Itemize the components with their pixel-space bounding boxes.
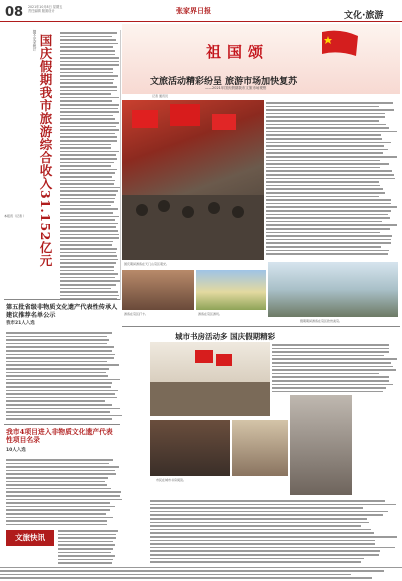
text-line bbox=[266, 167, 380, 169]
text-line bbox=[150, 540, 375, 542]
text-line bbox=[60, 212, 113, 214]
text-line bbox=[272, 391, 383, 393]
text-line bbox=[272, 348, 389, 350]
text-line bbox=[150, 550, 380, 552]
text-line bbox=[266, 156, 397, 158]
text-line bbox=[272, 369, 396, 371]
section-divider-2 bbox=[122, 326, 400, 327]
text-line bbox=[266, 242, 391, 244]
text-line bbox=[272, 384, 393, 386]
text-line bbox=[60, 140, 117, 142]
masthead: 张家界日报 bbox=[176, 6, 211, 15]
text-line bbox=[60, 64, 119, 66]
text-line bbox=[266, 124, 386, 126]
heritage1-subhead: 我市21人入选 bbox=[6, 321, 35, 326]
text-line bbox=[6, 506, 115, 508]
text-line bbox=[150, 500, 385, 502]
text-line bbox=[150, 504, 396, 506]
heritage2-subhead: 10人入选 bbox=[6, 448, 26, 453]
feature-caption-3: 游客在景区打卡。 bbox=[124, 312, 149, 316]
text-line bbox=[272, 351, 389, 353]
text-line bbox=[266, 178, 395, 180]
news-flash-body bbox=[58, 528, 120, 566]
text-line bbox=[6, 343, 107, 345]
text-line bbox=[266, 152, 383, 154]
text-line bbox=[272, 344, 389, 346]
text-line bbox=[272, 362, 391, 364]
text-line bbox=[60, 234, 119, 236]
text-line bbox=[60, 291, 118, 293]
text-line bbox=[58, 548, 113, 550]
text-line bbox=[6, 459, 113, 461]
text-line bbox=[60, 54, 115, 56]
text-line bbox=[6, 368, 109, 370]
library-photo-3 bbox=[232, 420, 288, 476]
text-line bbox=[60, 46, 113, 48]
text-line bbox=[60, 180, 115, 182]
date-line: 2021年10月8日 星期五 bbox=[28, 5, 63, 9]
text-line bbox=[150, 554, 379, 556]
news-flash-banner: 文旅快讯 bbox=[6, 530, 54, 546]
text-line bbox=[6, 361, 107, 363]
text-line bbox=[6, 502, 110, 504]
text-line bbox=[266, 246, 381, 248]
text-line bbox=[266, 145, 384, 147]
text-line bbox=[272, 358, 397, 360]
text-line bbox=[6, 332, 112, 334]
text-line bbox=[58, 530, 118, 532]
text-line bbox=[266, 235, 392, 237]
landscape-photo bbox=[268, 262, 398, 317]
library-photo-2 bbox=[150, 420, 230, 476]
text-line bbox=[60, 201, 114, 203]
text-line bbox=[6, 520, 107, 522]
text-line bbox=[6, 418, 112, 420]
text-line bbox=[60, 133, 115, 135]
text-line bbox=[60, 248, 117, 250]
text-line bbox=[6, 364, 119, 366]
page-number: 08 bbox=[5, 5, 24, 20]
text-line bbox=[60, 219, 115, 221]
text-line bbox=[266, 192, 385, 194]
text-line bbox=[60, 280, 120, 282]
section-title: 文化·旅游 bbox=[344, 11, 384, 21]
text-line bbox=[266, 217, 390, 219]
text-line bbox=[150, 522, 369, 524]
text-line bbox=[60, 266, 114, 268]
text-line bbox=[60, 262, 116, 264]
text-line bbox=[266, 131, 397, 133]
text-line bbox=[60, 158, 117, 160]
text-line bbox=[6, 386, 111, 388]
text-line bbox=[60, 108, 118, 110]
crowd-photo-2 bbox=[122, 270, 194, 310]
text-line bbox=[150, 558, 364, 560]
text-line bbox=[60, 198, 115, 200]
text-line bbox=[60, 104, 119, 106]
text-line bbox=[266, 210, 391, 212]
text-line bbox=[60, 208, 118, 210]
text-line bbox=[150, 543, 375, 545]
text-line bbox=[266, 174, 394, 176]
text-line bbox=[6, 336, 107, 338]
text-line bbox=[266, 149, 388, 151]
text-line bbox=[60, 57, 119, 59]
page-footer bbox=[0, 567, 402, 581]
text-line bbox=[272, 366, 393, 368]
field-photo bbox=[196, 270, 266, 310]
text-line bbox=[60, 244, 112, 246]
text-line bbox=[60, 82, 113, 84]
text-line bbox=[6, 517, 113, 519]
text-line bbox=[6, 346, 114, 348]
bottom-right-body bbox=[150, 498, 398, 564]
text-line bbox=[6, 339, 109, 341]
text-line bbox=[6, 354, 115, 356]
text-line bbox=[6, 400, 105, 402]
heritage2-body bbox=[6, 457, 122, 527]
text-line bbox=[60, 169, 117, 171]
text-line bbox=[6, 350, 112, 352]
text-line bbox=[150, 547, 395, 549]
text-line bbox=[60, 273, 118, 275]
text-line bbox=[266, 138, 382, 140]
text-line bbox=[60, 90, 117, 92]
text-line bbox=[60, 136, 117, 138]
text-line bbox=[6, 495, 120, 497]
section-divider-3 bbox=[4, 424, 120, 425]
text-line bbox=[266, 160, 380, 162]
left-main-headline: 国庆假期我市旅游综合收入31.152亿元 bbox=[38, 34, 53, 267]
text-line bbox=[6, 484, 107, 486]
text-line bbox=[6, 463, 109, 465]
text-line bbox=[60, 270, 114, 272]
text-line bbox=[60, 93, 111, 95]
text-line bbox=[60, 100, 112, 102]
text-line bbox=[60, 190, 118, 192]
text-line bbox=[0, 577, 372, 579]
text-line bbox=[60, 194, 116, 196]
header-date bbox=[28, 5, 88, 13]
text-line bbox=[0, 570, 384, 572]
text-line bbox=[266, 109, 394, 111]
text-line bbox=[60, 86, 117, 88]
text-line bbox=[266, 250, 389, 252]
city-library-headline: 城市书房活动多 国庆假期精彩 bbox=[175, 332, 276, 341]
left-byline: 本报讯（记者 ） bbox=[4, 214, 26, 218]
text-line bbox=[60, 223, 118, 225]
text-line bbox=[60, 255, 117, 257]
text-line bbox=[6, 357, 114, 359]
text-line bbox=[60, 284, 116, 286]
text-line bbox=[266, 127, 389, 129]
library-flags-graphic bbox=[150, 342, 270, 416]
text-line bbox=[266, 196, 379, 198]
text-line bbox=[266, 142, 391, 144]
text-line bbox=[60, 50, 115, 52]
text-line bbox=[266, 134, 381, 136]
text-line bbox=[150, 532, 374, 534]
text-line bbox=[58, 555, 115, 557]
text-line bbox=[6, 470, 115, 472]
text-line bbox=[6, 473, 116, 475]
text-line bbox=[60, 277, 115, 279]
feature-subhead: ——2021年国庆假期我市文旅市场观察 bbox=[205, 86, 267, 90]
text-line bbox=[6, 466, 119, 468]
text-line bbox=[266, 185, 380, 187]
text-line bbox=[60, 36, 112, 38]
text-line bbox=[58, 559, 113, 561]
text-line bbox=[60, 118, 115, 120]
text-line bbox=[58, 544, 115, 546]
text-line bbox=[266, 199, 391, 201]
text-line bbox=[266, 116, 385, 118]
text-line bbox=[6, 382, 112, 384]
text-line bbox=[60, 97, 119, 99]
text-line bbox=[266, 181, 379, 183]
text-line bbox=[266, 206, 397, 208]
library-photo-4 bbox=[290, 395, 352, 495]
heritage1-body bbox=[6, 330, 122, 420]
text-line bbox=[60, 75, 118, 77]
text-line bbox=[272, 376, 389, 378]
text-line bbox=[266, 203, 391, 205]
text-line bbox=[60, 154, 116, 156]
text-line bbox=[60, 111, 119, 113]
text-line bbox=[6, 524, 107, 526]
text-line bbox=[58, 537, 116, 539]
text-line bbox=[60, 126, 116, 128]
feature-bottom-caption: 假期期间游客在景区欣赏美景。 bbox=[300, 319, 343, 323]
text-line bbox=[150, 511, 388, 513]
text-line bbox=[58, 552, 111, 554]
text-line bbox=[266, 224, 397, 226]
text-line bbox=[6, 404, 112, 406]
text-line bbox=[60, 162, 114, 164]
library-caption: 市民在城市书房阅读。 bbox=[156, 478, 187, 482]
text-line bbox=[60, 216, 119, 218]
text-line bbox=[60, 259, 118, 261]
feature-banner-title: 祖国颂 bbox=[206, 43, 270, 61]
text-line bbox=[60, 252, 116, 254]
editor-line: 责任编辑 版面设计 bbox=[28, 9, 55, 13]
text-line bbox=[60, 237, 119, 239]
heritage2-headline: 我市4项目进入非物质文化遗产代表性项目名录 bbox=[6, 428, 113, 444]
crowd-photo bbox=[122, 100, 264, 260]
left-article-body bbox=[60, 30, 120, 300]
text-line bbox=[6, 415, 122, 417]
text-line bbox=[266, 214, 388, 216]
text-line bbox=[272, 380, 389, 382]
column-divider bbox=[120, 30, 121, 300]
text-line bbox=[60, 176, 112, 178]
text-line bbox=[60, 61, 119, 63]
text-line bbox=[266, 106, 379, 108]
text-line bbox=[58, 534, 116, 536]
flags-graphic bbox=[122, 100, 264, 260]
library-body-text bbox=[272, 342, 398, 394]
text-line bbox=[60, 226, 116, 228]
text-line bbox=[6, 393, 115, 395]
text-line bbox=[266, 253, 388, 255]
feature-headline: 文旅活动精彩纷呈 旅游市场加快复苏 bbox=[150, 77, 298, 87]
text-line bbox=[6, 491, 121, 493]
feature-byline: 记者 通讯员 bbox=[152, 94, 168, 98]
feature-body-text bbox=[266, 100, 398, 255]
text-line bbox=[60, 183, 114, 185]
text-line bbox=[60, 68, 113, 70]
text-line bbox=[60, 147, 111, 149]
text-line bbox=[60, 32, 117, 34]
text-line bbox=[0, 574, 351, 576]
text-line bbox=[266, 163, 389, 165]
text-line bbox=[6, 372, 106, 374]
text-line bbox=[272, 373, 379, 375]
text-line bbox=[60, 295, 119, 297]
text-line bbox=[272, 387, 386, 389]
text-line bbox=[150, 529, 371, 531]
headline-kicker: 据不完全统计 bbox=[33, 30, 37, 51]
text-line bbox=[60, 122, 119, 124]
text-line bbox=[150, 561, 361, 563]
text-line bbox=[266, 239, 391, 241]
text-line bbox=[150, 514, 383, 516]
text-line bbox=[150, 536, 397, 538]
text-line bbox=[60, 39, 116, 41]
text-line bbox=[266, 120, 379, 122]
text-line bbox=[60, 72, 113, 74]
text-line bbox=[150, 507, 363, 509]
text-line bbox=[272, 355, 384, 357]
text-line bbox=[6, 499, 122, 501]
text-line bbox=[6, 390, 118, 392]
text-line bbox=[6, 397, 117, 399]
text-line bbox=[60, 165, 111, 167]
text-line bbox=[58, 541, 113, 543]
flag-icon bbox=[320, 30, 360, 60]
text-line bbox=[60, 172, 115, 174]
text-line bbox=[60, 129, 119, 131]
feature-caption-2: 游客在景区游玩。 bbox=[198, 312, 223, 316]
text-line bbox=[60, 241, 113, 243]
text-line bbox=[150, 525, 361, 527]
text-line bbox=[60, 288, 111, 290]
text-line bbox=[60, 115, 113, 117]
text-line bbox=[6, 488, 111, 490]
text-line bbox=[60, 205, 111, 207]
text-line bbox=[266, 170, 392, 172]
text-line bbox=[6, 379, 120, 381]
text-line bbox=[6, 481, 105, 483]
text-line bbox=[60, 187, 120, 189]
text-line bbox=[60, 43, 118, 45]
heritage1-headline: 第五批省级非物质文化遗产代表性传承人建议推荐名单公示 bbox=[6, 304, 118, 319]
text-line bbox=[6, 411, 110, 413]
section-divider bbox=[4, 299, 120, 300]
text-line bbox=[266, 113, 385, 115]
text-line bbox=[6, 477, 108, 479]
text-line bbox=[6, 509, 110, 511]
text-line bbox=[6, 375, 108, 377]
text-line bbox=[266, 188, 383, 190]
text-line bbox=[266, 221, 382, 223]
text-line bbox=[150, 518, 367, 520]
text-line bbox=[266, 102, 393, 104]
text-line bbox=[60, 230, 118, 232]
text-line bbox=[6, 408, 120, 410]
text-line bbox=[60, 151, 119, 153]
left-body-text bbox=[4, 212, 32, 292]
text-line bbox=[6, 513, 106, 515]
text-line bbox=[60, 144, 111, 146]
text-line bbox=[60, 79, 114, 81]
feature-caption-1: 国庆期间游客在天门山景区观光。 bbox=[124, 262, 170, 266]
text-line bbox=[58, 562, 112, 564]
text-line bbox=[266, 228, 390, 230]
library-photo-1 bbox=[150, 342, 270, 416]
text-line bbox=[266, 232, 380, 234]
